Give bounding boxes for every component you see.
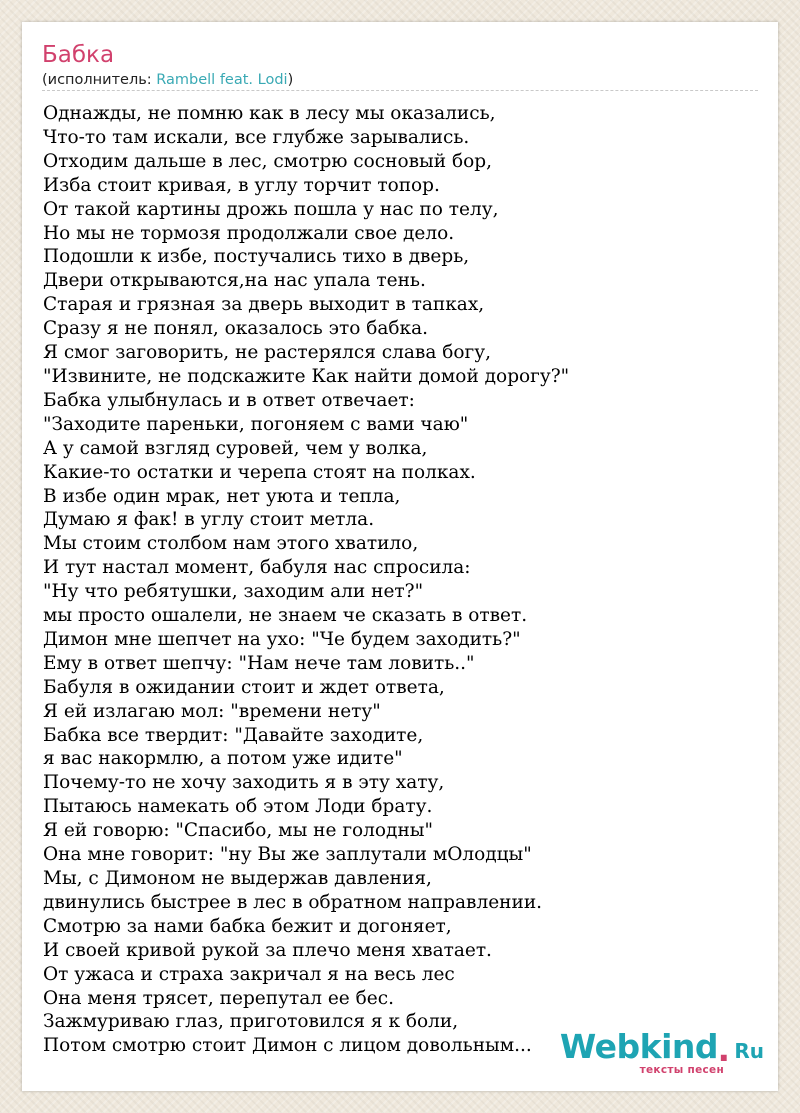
lyric-line: Однажды, не помню как в лесу мы оказались, [43, 103, 496, 124]
lyric-line: Ему в ответ шепчу: "Нам нече там ловить.." [43, 652, 475, 674]
lyric-line: Бабка улыбнулась и в ответ отвечает: [43, 389, 415, 411]
logo-wordmark: Webkind [559, 1027, 718, 1066]
lyric-line: двинулись быстрее в лес в обратном направлении. [43, 891, 543, 913]
lyric-line: Но мы не тормозя продолжали свое дело. [43, 222, 455, 244]
lyric-line: Старая и грязная за дверь выходит в тапках, [43, 294, 485, 316]
lyric-line: Мы, с Димоном не выдержав давления, [43, 868, 432, 889]
lyric-line: В избе один мрак, нет уюта и тепла, [43, 485, 401, 507]
lyric-line: Я смог заговорить, не растерялся слава богу, [43, 342, 491, 364]
lyric-line: Мы стоим столбом нам этого хватило, [43, 533, 419, 555]
lyric-line: Подошли к избе, постучались тихо в дверь, [43, 246, 470, 268]
lyric-line: Она мне говорит: "ну Вы же заплутали мОлодцы" [43, 844, 532, 866]
lyric-line: Сразу я не понял, оказалось это бабка. [43, 318, 429, 340]
lyric-line: я вас накормлю, а потом уже идите" [43, 748, 403, 770]
lyric-line: "Извините, не подскажите Как найти домой дорогу?" [43, 365, 570, 387]
lyric-line: Пытаюсь намекать об этом Лоди брату. [43, 796, 433, 818]
song-title: Бабка [42, 42, 115, 68]
lyric-line: Что-то там искали, все глубже зарывались. [43, 126, 470, 148]
site-logo[interactable] [559, 1027, 764, 1079]
artist-prefix: (исполнитель: [42, 72, 157, 88]
lyrics-card [22, 22, 778, 1091]
lyric-line: От ужаса и страха закричал я на весь лес [43, 963, 455, 985]
lyric-line: "Заходите пареньки, погоняем с вами чаю" [43, 413, 469, 435]
lyrics-text [43, 102, 569, 1058]
lyric-line: Я ей говорю: "Спасибо, мы не голодны" [43, 820, 434, 842]
lyric-line: Бабуля в ожидании стоит и ждет ответа, [43, 676, 445, 698]
lyric-line: И тут настал момент, бабуля нас спросила: [43, 557, 471, 579]
lyric-line: мы просто ошалели, не знаем че сказать в ответ. [43, 605, 528, 627]
lyric-line: Изба стоит кривая, в углу торчит топор. [43, 174, 440, 196]
artist-line [42, 71, 293, 89]
lyric-line: Смотрю за нами бабка бежит и догоняет, [43, 915, 452, 937]
lyric-line: Думаю я фак! в углу стоит метла. [43, 509, 375, 531]
lyric-line: Зажмуриваю глаз, приготовился я к боли, [43, 1011, 459, 1033]
lyric-line: Бабка все твердит: "Давайте заходите, [43, 724, 424, 746]
lyric-line: Отходим дальше в лес, смотрю сосновый бор, [43, 150, 492, 172]
artist-link[interactable]: Rambell feat. Lodi [156, 72, 288, 88]
lyric-line: Она меня трясет, перепутал ее бес. [43, 987, 394, 1009]
logo-tagline: тексты песен [639, 1064, 724, 1076]
lyric-line: Почему-то не хочу заходить я в эту хату, [43, 772, 445, 794]
title-divider [42, 90, 758, 91]
lyric-line: Какие-то остатки и черепа стоят на полках. [43, 461, 476, 483]
artist-suffix: ) [287, 72, 294, 88]
lyric-line: От такой картины дрожь пошла у нас по телу, [43, 198, 499, 220]
logo-tld: Ru [734, 1039, 764, 1063]
lyric-line: Потом смотрю стоит Димон с лицом довольным... [43, 1035, 532, 1057]
lyric-line: А у самой взгляд суровей, чем у волка, [43, 437, 428, 459]
lyric-line: Димон мне шепчет на ухо: "Че будем заходить?" [43, 628, 521, 650]
lyric-line: И своей кривой рукой за плечо меня хватает. [43, 939, 492, 961]
lyric-line: Двери открываются,на нас упала тень. [43, 270, 426, 292]
lyric-line: "Ну что ребятушки, заходим али нет?" [43, 581, 424, 603]
lyric-line: Я ей излагаю мол: "времени нету" [43, 700, 381, 722]
logo-dot: . [717, 1030, 730, 1069]
